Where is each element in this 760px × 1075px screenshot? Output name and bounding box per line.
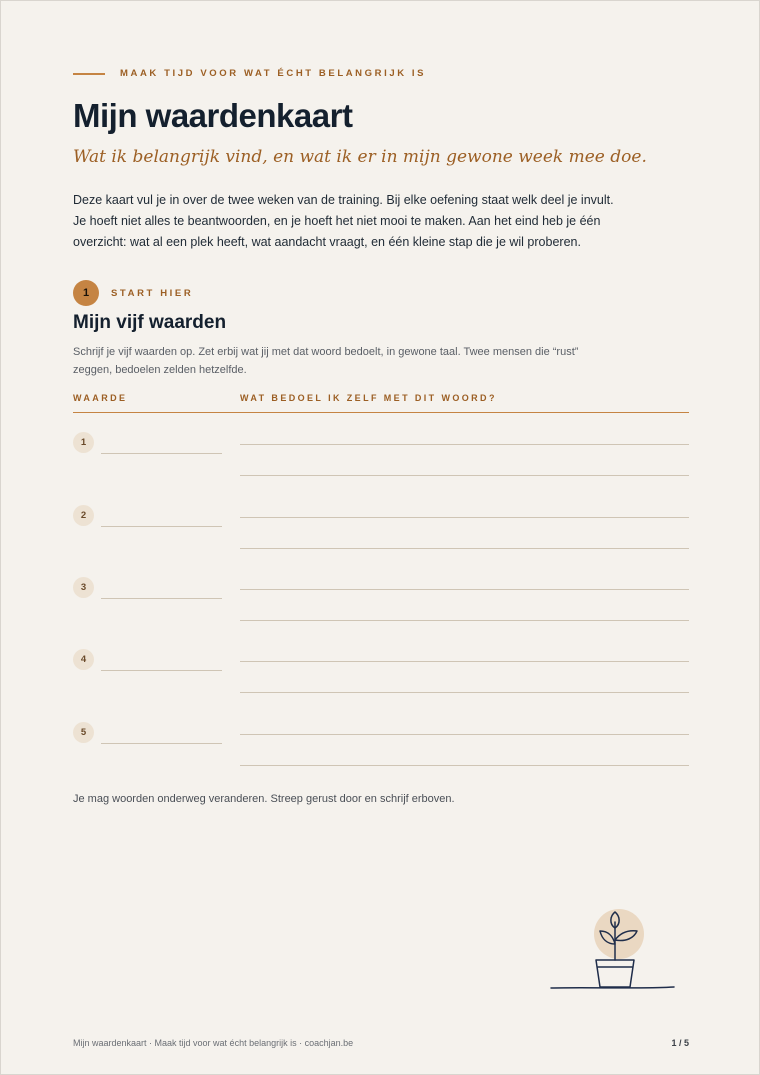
column-header-meaning: WAT BEDOEL IK ZELF MET DIT WOORD? bbox=[240, 393, 497, 403]
step-label: START HIER bbox=[111, 287, 194, 299]
section-heading: Mijn vijf waarden bbox=[73, 312, 227, 333]
value-write-line[interactable] bbox=[101, 526, 222, 527]
section-note: Je mag woorden onderweg veranderen. Streep gerust door en schrijf erboven. bbox=[73, 793, 455, 805]
intro-line: Je hoeft niet alles te beantwoorden, en je hoeft het niet mooi te maken. Aan het eind heb je één bbox=[73, 214, 601, 228]
value-row bbox=[73, 712, 689, 784]
page-subtitle: Wat ik belangrijk vind, en wat ik er in mijn gewone week mee doe. bbox=[73, 147, 647, 167]
eyebrow bbox=[73, 68, 426, 79]
intro-paragraph bbox=[73, 190, 673, 253]
meaning-write-line[interactable] bbox=[240, 548, 689, 549]
row-number-badge: 4 bbox=[73, 649, 94, 670]
step-marker bbox=[73, 280, 193, 306]
value-row bbox=[73, 567, 689, 639]
meaning-write-line[interactable] bbox=[240, 444, 689, 445]
page-number: 1 / 5 bbox=[671, 1038, 689, 1048]
value-write-line[interactable] bbox=[101, 598, 222, 599]
meaning-write-line[interactable] bbox=[240, 765, 689, 766]
page-footer bbox=[73, 1038, 689, 1048]
value-write-line[interactable] bbox=[101, 743, 222, 744]
meaning-write-line[interactable] bbox=[240, 692, 689, 693]
potted-plant-icon bbox=[549, 906, 679, 996]
value-write-line[interactable] bbox=[101, 453, 222, 454]
value-row bbox=[73, 495, 689, 567]
intro-line: overzicht: wat al een plek heeft, wat aandacht vraagt, en één kleine stap die je wil proberen. bbox=[73, 235, 581, 249]
step-number: 1 bbox=[73, 280, 99, 306]
description-line: Schrijf je vijf waarden op. Zet erbij wat jij met dat woord bedoelt, in gewone taal. Twee mensen die “rust” bbox=[73, 346, 579, 358]
value-row bbox=[73, 639, 689, 711]
eyebrow-text: MAAK TIJD VOOR WAT ÉCHT BELANGRIJK IS bbox=[120, 68, 427, 79]
meaning-write-line[interactable] bbox=[240, 475, 689, 476]
table-header-rule bbox=[73, 412, 689, 413]
eyebrow-rule bbox=[73, 73, 105, 75]
row-number-badge: 3 bbox=[73, 577, 94, 598]
value-row bbox=[73, 422, 689, 494]
meaning-write-line[interactable] bbox=[240, 661, 689, 662]
row-number-badge: 1 bbox=[73, 432, 94, 453]
meaning-write-line[interactable] bbox=[240, 589, 689, 590]
meaning-write-line[interactable] bbox=[240, 734, 689, 735]
page-title: Mijn waardenkaart bbox=[73, 97, 353, 134]
meaning-write-line[interactable] bbox=[240, 517, 689, 518]
row-number-badge: 2 bbox=[73, 505, 94, 526]
footer-text: Mijn waardenkaart · Maak tijd voor wat écht belangrijk is · coachjan.be bbox=[73, 1038, 354, 1048]
intro-line: Deze kaart vul je in over de twee weken van de training. Bij elke oefening staat welk deel je invult. bbox=[73, 193, 614, 207]
column-header-value: WAARDE bbox=[73, 393, 128, 403]
value-write-line[interactable] bbox=[101, 670, 222, 671]
meaning-write-line[interactable] bbox=[240, 620, 689, 621]
row-number-badge: 5 bbox=[73, 722, 94, 743]
section-description bbox=[73, 343, 673, 379]
description-line: zeggen, bedoelen zelden hetzelfde. bbox=[73, 364, 247, 376]
